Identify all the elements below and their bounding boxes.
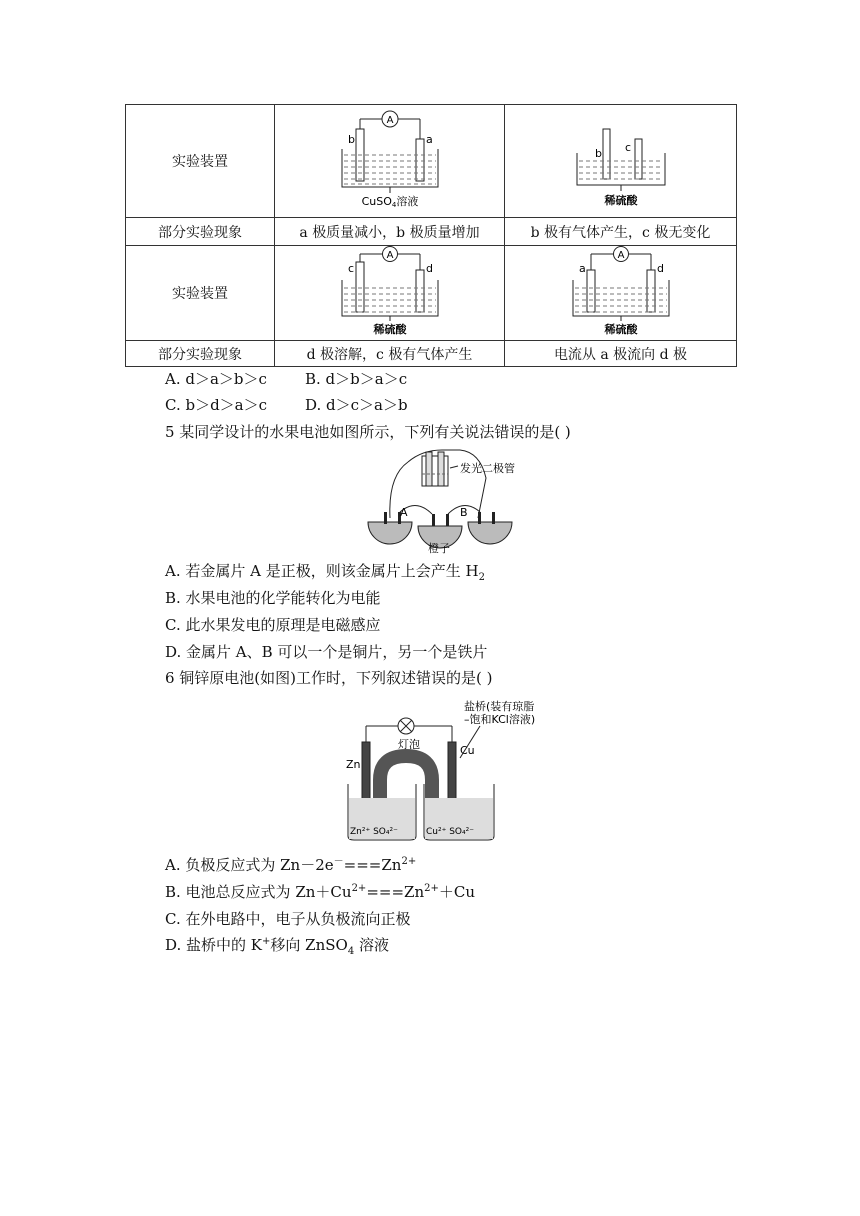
q5-option-c: C. 此水果发电的原理是电磁感应 (165, 616, 381, 634)
q6-option-b: B. 电池总反应式为 $Zn+Cu^{2+}===Zn^{2+}+Cu$ (165, 883, 475, 901)
table-row (126, 218, 737, 246)
orange-label: 橙子 (428, 542, 450, 555)
cell-diagram-ad (561, 246, 681, 336)
solution-caption: 稀硫酸 (604, 323, 637, 336)
electrode-label-right: c (624, 141, 631, 154)
lamp-label: 灯泡 (398, 738, 420, 751)
salt-bridge-label-1: 盐桥(装有琼脂 (464, 700, 535, 713)
apparatus-cell-ad (505, 246, 737, 341)
cu-label: Cu (460, 744, 475, 757)
electrode-label-left: c (347, 262, 354, 275)
q5-option-d: D. 金属片 A、B 可以一个是铜片，另一个是铁片 (165, 643, 488, 661)
apparatus-cell-bc-h2so4 (505, 105, 737, 218)
observation-ad: 电流从 a 极流向 d 极 (505, 341, 737, 367)
left-solution-ions: Zn²⁺ SO₄²⁻ (350, 827, 398, 837)
table-row (126, 341, 737, 367)
electrode-label-right: d (425, 262, 433, 275)
fruit-battery-figure (360, 448, 520, 556)
ammeter-label: A (617, 250, 624, 261)
q6-stem: 6 铜锌原电池(如图)工作时，下列叙述错误的是( ) (165, 669, 493, 687)
row-label-apparatus: 实验装置 (126, 105, 275, 218)
table-row (126, 246, 737, 341)
led-label: 发光二极管 (460, 462, 515, 475)
q6-option-a: A. 负极反应式为 $Zn-2e^-===Zn^{2+}$ (165, 856, 417, 874)
observation-ba: a 极质量减小，b 极质量增加 (275, 218, 505, 246)
q4-option-d: D. d＞c＞a＞b (305, 396, 408, 414)
q5-option-a: A. 若金属片 A 是正极，则该金属片上会产生 $H_2$ (165, 562, 485, 583)
electrode-label-left: b (347, 133, 355, 146)
observation-bc: b 极有气体产生，c 极无变化 (505, 218, 737, 246)
experiment-table (125, 104, 737, 367)
ammeter-label: A (386, 115, 393, 126)
zn-label: Zn (346, 758, 361, 771)
cell-diagram-cd (330, 246, 450, 336)
q6-option-d: D. 盐桥中的 K+移向 ZnSO$_4$ 溶液 (165, 936, 389, 957)
row-label-apparatus: 实验装置 (126, 246, 275, 341)
electrode-a-label: A (400, 506, 408, 519)
row-label-observation: 部分实验现象 (126, 218, 275, 246)
row-label-observation: 部分实验现象 (126, 341, 275, 367)
right-solution-ions: Cu²⁺ SO₄²⁻ (426, 827, 474, 837)
solution-caption: 稀硫酸 (604, 194, 637, 207)
solution-caption: 稀硫酸 (373, 323, 406, 336)
electrode-label-right: d (656, 262, 664, 275)
cell-diagram-bc (561, 109, 681, 209)
observation-cd: d 极溶解，c 极有气体产生 (275, 341, 505, 367)
electrode-label-left: b (594, 147, 602, 160)
q6-option-c: C. 在外电路中，电子从负极流向正极 (165, 910, 411, 928)
cell-diagram-ba (330, 109, 450, 209)
ammeter-label: A (386, 250, 393, 261)
q4-option-a: A. d＞a＞b＞c (165, 370, 267, 388)
electrode-label-right: a (425, 133, 433, 146)
q5-option-b: B. 水果电池的化学能转化为电能 (165, 589, 381, 607)
apparatus-cell-cd (275, 246, 505, 341)
q4-option-b: B. d＞b＞a＞c (305, 370, 408, 388)
apparatus-cell-ba-cuso4 (275, 105, 505, 218)
electrode-label-left: a (578, 262, 586, 275)
table-row (126, 105, 737, 218)
solution-caption: CuSO4溶液 (361, 195, 418, 209)
q5-stem: 5 某同学设计的水果电池如图所示，下列有关说法错误的是( ) (165, 423, 571, 441)
q4-option-c: C. b＞d＞a＞c (165, 396, 268, 414)
salt-bridge-label-2: –饱和KCl溶液) (464, 713, 536, 726)
electrode-b-label: B (460, 506, 468, 519)
zinc-copper-cell-figure (340, 698, 560, 842)
